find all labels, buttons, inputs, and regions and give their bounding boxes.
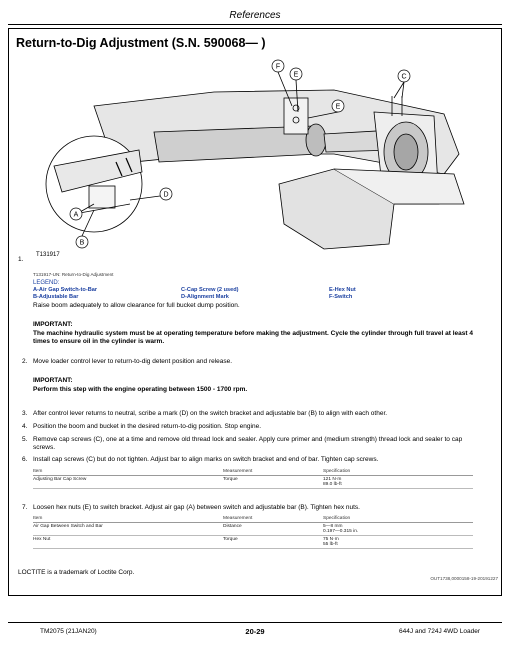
table-cell — [323, 476, 473, 489]
step-7-number: 7. — [22, 504, 28, 511]
step-7 — [22, 504, 474, 512]
callout-b-label: B — [79, 239, 85, 247]
step-7-text: Loosen hex nuts (E) to switch bracket. Adjust air gap (A) between switch and adjustable bar (B). Tighten hex nuts. — [33, 504, 360, 511]
table-cell: Hex Nut — [33, 536, 223, 549]
spec-imperial: 55 lb-ft — [323, 542, 338, 547]
important-1-label: IMPORTANT: — [33, 321, 73, 328]
legend-item-f: F-Switch — [329, 294, 353, 300]
header-divider — [8, 24, 502, 25]
table-cell: Torque — [223, 476, 323, 489]
legend-item-a: A-Air Gap Switch-to-Bar — [33, 287, 98, 293]
step-2-number: 2. — [22, 358, 28, 365]
step-4-text: Position the boom and bucket in the desired return-to-dig position. Stop engine. — [33, 423, 262, 430]
step-2 — [22, 358, 474, 366]
table-row — [33, 536, 473, 549]
callout-d-label: D — [163, 191, 169, 199]
step-2-text: Move loader control lever to return-to-dig detent position and release. — [33, 358, 233, 365]
table-cell: Air Gap Between Switch and Bar — [33, 523, 223, 536]
legend-item-c: C-Cap Screw (2 used) — [181, 287, 239, 293]
step-4 — [22, 423, 474, 431]
figure-caption: T131917-UN: Return-to-Dig Adjustment — [33, 272, 114, 277]
step-3-text: After control lever returns to neutral, scribe a mark (D) on the switch bracket and adjustable bar (B) to align with each other. — [33, 410, 388, 417]
step-6-number: 6. — [22, 456, 28, 463]
callout-e-label: E — [293, 71, 299, 79]
figure-number: 1. — [18, 256, 24, 263]
step-5-text: Remove cap screws (C), one at a time and remove old thread lock and sealer. Apply cure primer and (medium strength) thread lock and sealer to cap screws. — [33, 436, 463, 451]
callout-c-label: C — [401, 73, 407, 81]
air-gap-spec-table — [33, 515, 473, 549]
table-cell: Torque — [223, 536, 323, 549]
table-1-header-spec: Specification — [323, 468, 473, 476]
section-title: Return-to-Dig Adjustment (S.N. 590068— ) — [16, 36, 266, 50]
callout-a-label: A — [73, 211, 79, 219]
step-5-number: 5. — [22, 436, 28, 443]
table-1-header-measurement: Measurement — [223, 468, 323, 476]
important-2-text: Perform this step with the engine operating between 1500 - 1700 rpm. — [33, 386, 248, 393]
intro-text: Raise boom adequately to allow clearance for full bucket dump position. — [33, 302, 240, 309]
table-2-header-measurement: Measurement — [223, 515, 323, 523]
spec-imperial: 89.0 lb-ft — [323, 482, 342, 487]
table-cell — [323, 523, 473, 536]
figure-id: T131917 — [36, 252, 60, 258]
important-2-label: IMPORTANT: — [33, 377, 73, 384]
callout-e2-label: E — [335, 103, 341, 111]
footer-manual-id: TM2075 (21JAN20) — [40, 628, 97, 635]
step-4-number: 4. — [22, 423, 28, 430]
footer-page-number: 20-29 — [245, 627, 265, 636]
step-6-text: Install cap screws (C) but do not tighten. Adjust bar to align marks on switch bracket and end of bar. Tighten cap screws. — [33, 456, 379, 463]
cap-screw-spec-table — [33, 468, 473, 489]
legend-item-d: D-Alignment Mark — [181, 294, 229, 300]
page-header-title: References — [229, 10, 281, 21]
legend-item-e: E-Hex Nut — [329, 287, 356, 293]
spec-metric: 5—8 mm — [323, 524, 343, 529]
callout-f-label: F — [275, 63, 281, 71]
spec-metric: 121 N·m — [323, 477, 342, 482]
step-3-number: 3. — [22, 410, 28, 417]
trademark-note: LOCTITE is a trademark of Loctite Corp. — [18, 569, 135, 576]
step-5 — [22, 436, 474, 452]
table-cell: Distance — [223, 523, 323, 536]
important-1-text: The machine hydraulic system must be at operating temperature before making the adjustment. Cycle the cylinder through full travel at least 4 times to ensure oil in the cylinder is warm. — [33, 330, 473, 345]
table-1-header-item: Item — [33, 468, 223, 476]
legend-title: LEGEND: — [33, 280, 60, 286]
step-6 — [22, 456, 474, 464]
spec-metric: 75 N·m — [323, 537, 339, 542]
spec-imperial: 0.197—0.315 in. — [323, 529, 359, 534]
table-cell: Adjusting Bar Cap Screw — [33, 476, 223, 489]
legend-item-b: B-Adjustable Bar — [33, 294, 79, 300]
table-2-header-item: Item — [33, 515, 223, 523]
table-row — [33, 476, 473, 489]
document-reference: OUT1738,0000158-19-20191227 — [430, 576, 498, 581]
table-cell — [323, 536, 473, 549]
table-2-header-spec: Specification — [323, 515, 473, 523]
return-to-dig-illustration — [34, 54, 474, 264]
step-3 — [22, 410, 474, 418]
footer-divider — [8, 622, 502, 623]
footer-model: 644J and 724J 4WD Loader — [399, 628, 480, 635]
table-row — [33, 523, 473, 536]
